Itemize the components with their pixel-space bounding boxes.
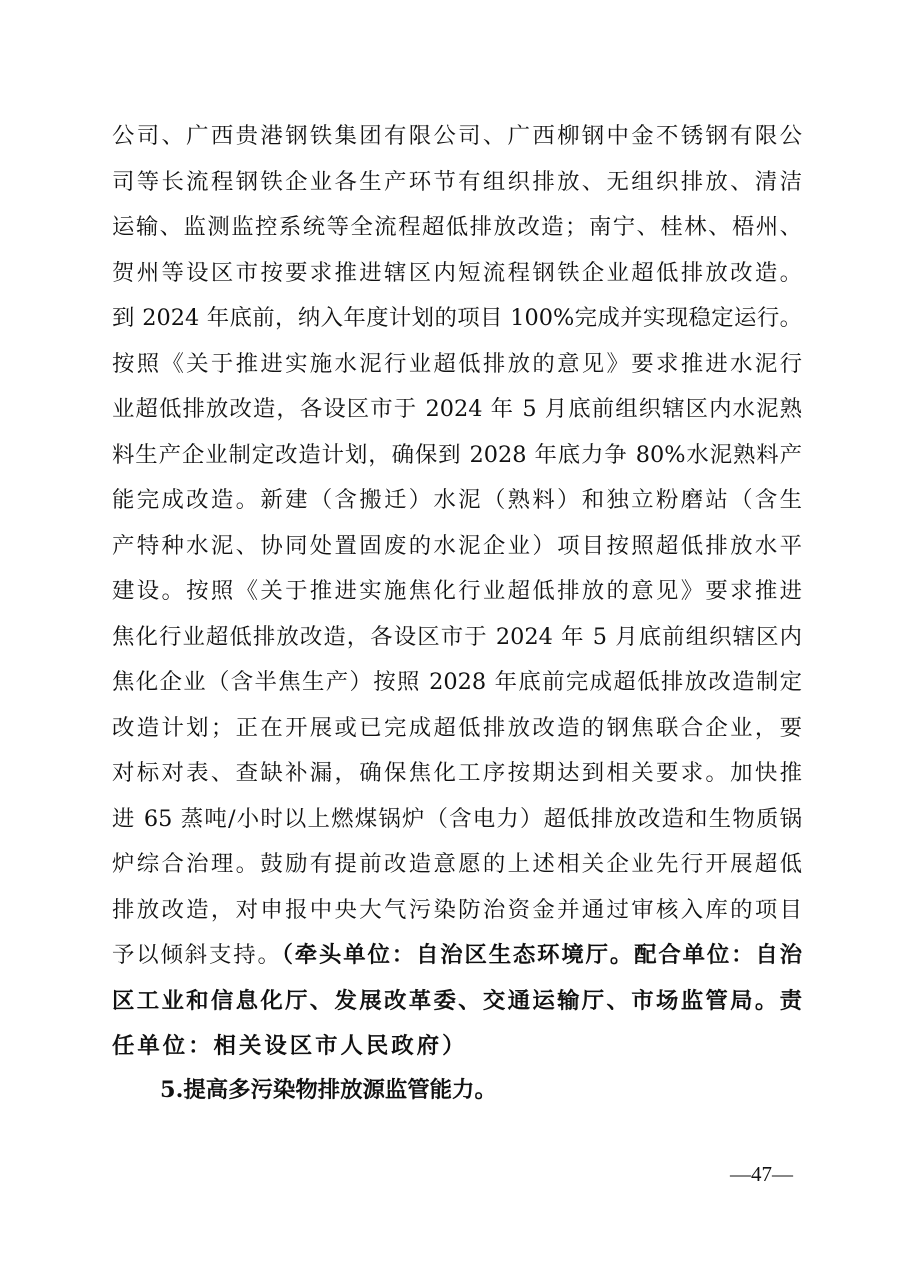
cooperating-units-line: 区工业和信息化厅、发展改革委、交通运输厅、市场监管局。责 [112, 987, 802, 1014]
body-line: 进 65 蒸吨/小时以上燃煤锅炉（含电力）超低排放改造和生物质锅 [112, 805, 802, 832]
body-line: 改造计划；正在开展或已完成超低排放改造的钢焦联合企业，要 [112, 714, 802, 741]
body-paragraph [112, 114, 802, 1070]
body-line: 司等长流程钢铁企业各生产环节有组织排放、无组织排放、清洁 [112, 168, 802, 195]
body-text-fragment: 予以倾斜支持。 [112, 942, 282, 968]
body-line: 运输、监测监控系统等全流程超低排放改造；南宁、桂林、梧州、 [112, 214, 802, 240]
body-line: 排放改造，对申报中央大气污染防治资金并通过审核入库的项目 [112, 896, 802, 923]
body-line: 产特种水泥、协同处置固废的水泥企业）项目按照超低排放水平 [112, 532, 802, 559]
responsible-units-line: 任单位：相关设区市人民政府） [112, 1033, 468, 1059]
responsibility-line [112, 933, 802, 979]
lead-unit-note: （牵头单位：自治区生态环境厅。配合单位：自治 [281, 942, 802, 968]
body-line: 料生产企业制定改造计划，确保到 2028 年底力争 80%水泥熟料产 [112, 441, 802, 468]
body-line: 焦化行业超低排放改造，各设区市于 2024 年 5 月底前组织辖区内 [112, 623, 802, 650]
body-line: 炉综合治理。鼓励有提前改造意愿的上述相关企业先行开展超低 [112, 851, 802, 877]
section-heading: 5.提高多污染物排放源监管能力。 [160, 1077, 497, 1103]
body-line: 焦化企业（含半焦生产）按照 2028 年底前完成超低排放改造制定 [112, 669, 802, 695]
body-line: 按照《关于推进实施水泥行业超低排放的意见》要求推进水泥行 [112, 350, 802, 377]
body-line: 贺州等设区市按要求推进辖区内短流程钢铁企业超低排放改造。 [112, 259, 802, 286]
body-line: 能完成改造。新建（含搬迁）水泥（熟料）和独立粉磨站（含生 [112, 487, 802, 513]
body-line: 业超低排放改造，各设区市于 2024 年 5 月底前组织辖区内水泥熟 [112, 396, 802, 422]
body-line: 到 2024 年底前，纳入年度计划的项目 100%完成并实现稳定运行。 [112, 305, 802, 331]
body-line: 对标对表、查缺补漏，确保焦化工序按期达到相关要求。加快推 [112, 760, 802, 786]
page-number: —47— [730, 1162, 793, 1186]
body-line: 建设。按照《关于推进实施焦化行业超低排放的意见》要求推进 [112, 578, 802, 604]
body-line: 公司、广西贵港钢铁集团有限公司、广西柳钢中金不锈钢有限公 [112, 123, 802, 149]
